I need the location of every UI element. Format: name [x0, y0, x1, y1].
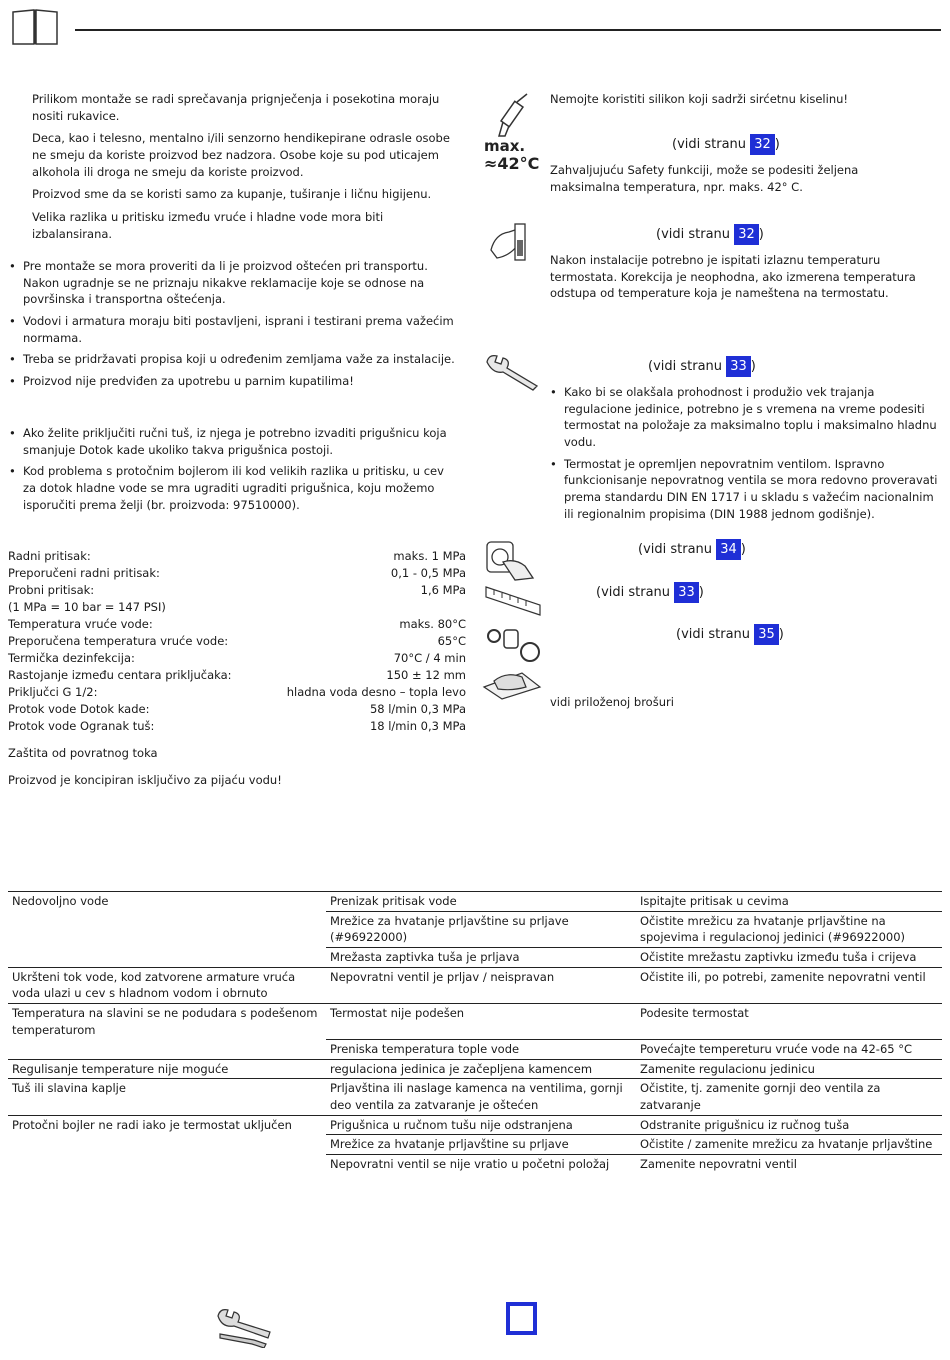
cause-cell: Mrežice za hvatanje prljavštine su prljave (#96922000) [326, 911, 636, 947]
spec-row [8, 582, 466, 599]
spec-label: Preporučeni radni pritisak: [8, 566, 160, 580]
safety-function-text: Zahvaljujuću Safety funkciji, može se podesiti željena maksimalna temperatura, npr. maks. 42° C. [550, 163, 859, 194]
spec-label: Priključci G 1/2: [8, 685, 98, 699]
silicone-gun-icon [495, 92, 535, 140]
cause-cell: Termostat nije podešen [326, 1004, 636, 1040]
spec-row [8, 599, 466, 616]
ref-close: ) [778, 627, 784, 642]
table-row [8, 1004, 942, 1040]
table-row [8, 1154, 942, 1173]
thermostat-check-text: Nakon instalacije potrebno je ispitati izlaznu temperaturu termostata. Korekcija je neophodna, ako izmerena temperatura odstupa od temperature koja je nameštena na termostatu. [550, 253, 916, 301]
page-number[interactable]: 33 [726, 356, 751, 377]
spec-row [8, 718, 466, 735]
spec-row [8, 548, 466, 565]
max-temp-label: ≈42°C [484, 154, 540, 173]
spec-value: 18 l/min 0,3 MPa [369, 719, 466, 733]
fix-cell: Odstranite prigušnicu iz ručnog tuša [636, 1115, 942, 1135]
problem-cell [8, 948, 326, 968]
ref-close: ) [740, 542, 746, 557]
install-note: • Treba se pridržavati propisa koji u određenim zemljama važe za instalacije. [9, 351, 457, 368]
install-note: • Pre montaže se mora proveriti da li je proizvod oštećen pri transportu. Nakon ugradnje se ne priznaju nikakve reklamacije koje se odnose na površinska i transportna oštećenja. [9, 258, 457, 308]
see-page-text: (vidi stranu [648, 359, 723, 374]
problem-cell: Regulisanje temperature nije moguće [8, 1059, 326, 1079]
see-page-text: (vidi stranu [676, 627, 751, 642]
see-page-text: (vidi stranu [638, 542, 713, 557]
spec-label: Temperatura vruće vode: [8, 617, 153, 631]
see-page-text: (vidi stranu [656, 227, 731, 242]
spec-value: 150 ± 12 mm [386, 668, 466, 682]
header-rule [75, 29, 941, 31]
troubleshooting-table [8, 891, 942, 1174]
problem-cell: Tuš ili slavina kaplje [8, 1079, 326, 1115]
table-row [8, 1079, 942, 1115]
ref-close: ) [758, 227, 764, 242]
spec-value: 65°C [437, 634, 466, 648]
install-note: • Vodovi i armatura moraju biti postavljeni, isprani i testirani prema važećim normama. [9, 313, 457, 346]
spec-label: Radni pritisak: [8, 549, 91, 563]
max-label: max. [484, 137, 526, 155]
fix-cell: Podesite termostat [636, 1004, 942, 1040]
cause-cell: Mrežasta zaptivka tuša je prljava [326, 948, 636, 968]
page-number[interactable]: 33 [674, 582, 699, 603]
spec-label: (1 MPa = 10 bar = 147 PSI) [8, 600, 166, 614]
thermometer-hand-icon [487, 220, 537, 264]
fix-cell: Očistite / zamenite mrežicu za hvatanje prljavštine [636, 1135, 942, 1155]
spec-label: Protok vode Dotok kade: [8, 702, 150, 716]
page-number-box [506, 1302, 537, 1335]
cleaning-hand-icon [482, 667, 542, 701]
problem-cell: Ukršteni tok vode, kod zatvorene armature vruća voda ulazi u cev s hladnom vodom i obrnuto [8, 967, 326, 1003]
spec-row [8, 616, 466, 633]
page-reference[interactable] [676, 624, 784, 645]
ruler-icon [484, 583, 542, 617]
problem-cell: Protočni bojler ne radi iako je termostat uključen [8, 1115, 326, 1135]
spec-row [8, 650, 466, 667]
page-reference[interactable] [648, 356, 756, 377]
backflow-note: Zaštita od povratnog toka [8, 746, 158, 760]
fix-cell: Očistite ili, po potrebi, zamenite nepovratni ventil [636, 967, 942, 1003]
page-reference[interactable] [672, 134, 780, 155]
fix-cell: Očistite mrežastu zaptivku između tuša i crijeva [636, 948, 942, 968]
safety-pressure: Velika razlika u pritisku između vruće i hladne vode mora biti izbalansirana. [32, 210, 384, 241]
spec-label: Protok vode Ogranak tuš: [8, 719, 155, 733]
table-row [8, 892, 942, 912]
fix-cell: Zamenite nepovratni ventil [636, 1154, 942, 1173]
wrench-icon [483, 352, 541, 392]
cause-cell: Nepovratni ventil se nije vratio u početni položaj [326, 1154, 636, 1173]
page-reference[interactable] [638, 539, 746, 560]
spec-label: Probni pritisak: [8, 583, 95, 597]
spec-value: 0,1 - 0,5 MPa [390, 566, 466, 580]
manual-book-icon [11, 8, 59, 46]
spec-value: maks. 1 MPa [393, 549, 466, 563]
spec-value: 70°C / 4 min [393, 651, 466, 665]
spec-list [8, 548, 466, 735]
cause-cell: Mrežice za hvatanje prljavštine su prljave [326, 1135, 636, 1155]
install-note: • Proizvod nije predviđen za upotrebu u parnim kupatilima! [9, 373, 457, 390]
hint-note: • Ako želite priključiti ručni tuš, iz njega je potrebno izvaditi prigušnicu koja smanjuje Dotok kade ukoliko takva prigušnica postoji. [9, 425, 457, 458]
spec-row [8, 667, 466, 684]
ref-close: ) [750, 359, 756, 374]
safety-section [32, 91, 457, 248]
maintenance-note: • Kako bi se olakšala prohodnost i produžio vek trajanja regulacione jedinice, potrebno je s vremena na vreme podesiti termostat na položaje za maksimalno toplu i maksimalno hladnu vodu. [550, 384, 945, 451]
page-reference[interactable] [596, 582, 704, 603]
table-row [8, 1115, 942, 1135]
fix-cell: Zamenite regulacionu jedinicu [636, 1059, 942, 1079]
table-row [8, 911, 942, 947]
maintenance-note: • Termostat je opremljen nepovratnim ventilom. Ispravno funkcionisanje nepovratnog ventila se mora redovno proveravati prema standardu DIN EN 1717 i u skladu s važećim nacionalnim ili regionalnim propisima (DIN 1988 jednom godišnje). [550, 456, 945, 523]
cause-cell: Prigušnica u ručnom tušu nije odstranjena [326, 1115, 636, 1135]
spec-label: Termička dezinfekcija: [8, 651, 135, 665]
tools-icon [214, 1308, 274, 1348]
spec-value: 58 l/min 0,3 MPa [369, 702, 466, 716]
fix-cell: Ispitajte pritisak u cevima [636, 892, 942, 912]
spec-label: Rastojanje između centara priključaka: [8, 668, 232, 682]
install-notes [9, 258, 457, 395]
cause-cell: Prljavština ili naslage kamenca na ventilima, gornji deo ventila za zatvaranje je oštećen [326, 1079, 636, 1115]
silicone-warning: Nemojte koristiti silikon koji sadrži sirćetnu kiselinu! [550, 92, 849, 106]
fix-cell: Očistite, tj. zamenite gornji deo ventila za zatvaranje [636, 1079, 942, 1115]
page-number[interactable]: 34 [716, 539, 741, 560]
problem-cell [8, 1039, 326, 1059]
page-reference[interactable] [656, 224, 764, 245]
spec-value: hladna voda desno – topla levo [286, 685, 466, 699]
ref-close: ) [698, 585, 704, 600]
safety-children: Deca, kao i telesno, mentalno i/ili senzorno hendikepirane odrasle osobe ne smeju da koriste proizvod bez nadzora. Osobe koje su pod uticajem alkohola ili droga ne smeju da koriste proizvod. [32, 131, 450, 179]
drinking-water-note: Proizvod je koncipiran isključivo za pijaću vodu! [8, 773, 282, 787]
safety-usage: Proizvod sme da se koristi samo za kupanje, tuširanje i ličnu higijenu. [32, 187, 432, 202]
brochure-note: vidi priloženoj brošuri [550, 695, 674, 709]
cartridge-parts-icon [484, 620, 542, 664]
cause-cell: regulaciona jedinica je začepljena kamencem [326, 1059, 636, 1079]
table-row [8, 967, 942, 1003]
hint-note: • Kod problema s protočnim bojlerom ili kod velikih razlika u pritisku, u cev za dotok hladne vode se mra ugraditi ugraditi prigušnica, koju možemo isporučiti prema želji (br. proizvoda: 97510000). [9, 463, 457, 513]
problem-cell: Temperatura na slavini se ne podudara s podešenom temperaturom [8, 1004, 326, 1040]
cause-cell: Nepovratni ventil je prljav / neispravan [326, 967, 636, 1003]
table-row [8, 948, 942, 968]
handle-adjust-icon [485, 540, 537, 582]
hint-notes [9, 425, 457, 518]
spec-label: Preporučena temperatura vruće vode: [8, 634, 229, 648]
page-number[interactable]: 35 [754, 624, 779, 645]
spec-row [8, 565, 466, 582]
fix-cell: Povećajte tempereturu vruće vode na 42-65 °C [636, 1039, 942, 1059]
problem-cell [8, 911, 326, 947]
spec-value: 1,6 MPa [420, 583, 466, 597]
page-number[interactable]: 32 [750, 134, 775, 155]
spec-row [8, 684, 466, 701]
cause-cell: Preniska temperatura tople vode [326, 1039, 636, 1059]
fix-cell: Očistite mrežicu za hvatanje prljavštine na spojevima i regulacionoj jedinici (#96922000) [636, 911, 942, 947]
table-row [8, 1059, 942, 1079]
spec-row [8, 633, 466, 650]
page-number[interactable]: 32 [734, 224, 759, 245]
problem-cell: Nedovoljno vode [8, 892, 326, 912]
see-page-text: (vidi stranu [672, 137, 747, 152]
table-row [8, 1039, 942, 1059]
ref-close: ) [774, 137, 780, 152]
spec-row [8, 701, 466, 718]
problem-cell [8, 1135, 326, 1155]
maintenance-notes [550, 384, 945, 527]
safety-gloves: Prilikom montaže se radi sprečavanja prignječenja i posekotina moraju nositi rukavice. [32, 92, 440, 123]
problem-cell [8, 1154, 326, 1173]
spec-value: maks. 80°C [399, 617, 466, 631]
see-page-text: (vidi stranu [596, 585, 671, 600]
table-row [8, 1135, 942, 1155]
cause-cell: Prenizak pritisak vode [326, 892, 636, 912]
